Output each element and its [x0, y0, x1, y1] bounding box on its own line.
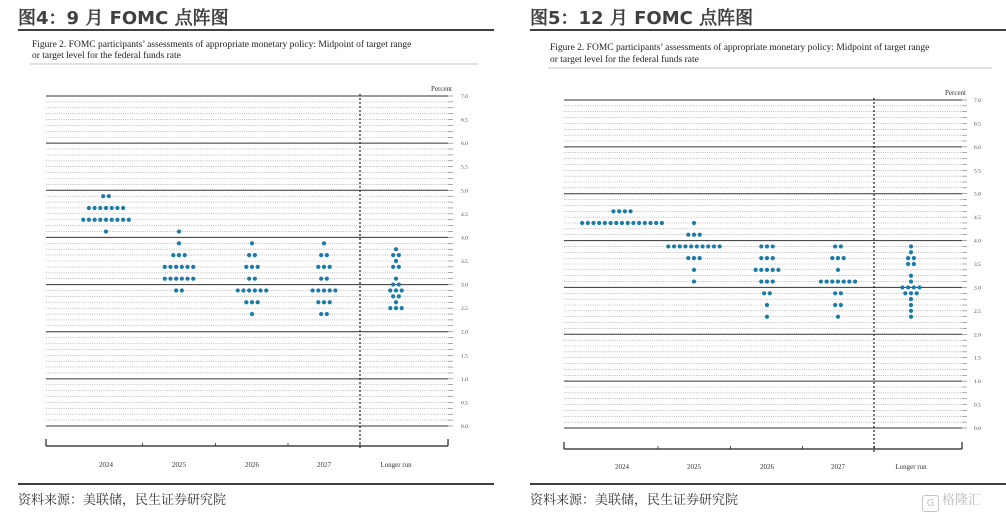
y-tick-label: 6.5 [974, 121, 981, 128]
x-category-label: 2024 [615, 463, 629, 471]
participant-dot [591, 221, 595, 225]
participant-dot [689, 244, 693, 248]
participant-dot [87, 218, 91, 222]
participant-dot [110, 206, 114, 210]
participant-dot [400, 288, 404, 292]
y-tick-label: 4.5 [974, 215, 981, 222]
y-tick-label: 1.0 [461, 376, 468, 383]
y-tick-label: 5.0 [461, 188, 468, 195]
y-tick-label: 5.0 [974, 191, 981, 198]
participant-dot [915, 291, 919, 295]
participant-dot [765, 244, 769, 248]
participant-dot [316, 288, 320, 292]
participant-dot [695, 244, 699, 248]
participant-dot [609, 221, 613, 225]
x-category-label: Longer run [380, 461, 412, 469]
participant-dot [177, 229, 181, 233]
participant-dot [104, 229, 108, 233]
participant-dot [603, 221, 607, 225]
participant-dot [771, 268, 775, 272]
participant-dot [771, 256, 775, 260]
participant-dot [247, 288, 251, 292]
participant-dot [909, 297, 913, 301]
participant-dot [171, 253, 175, 257]
participant-dot [765, 303, 769, 307]
participant-dot [620, 221, 624, 225]
participant-dot [250, 265, 254, 269]
participant-dot [839, 244, 843, 248]
participant-dot [700, 244, 704, 248]
participant-dot [115, 206, 119, 210]
participant-dot [900, 285, 904, 289]
y-axis-unit-label: Percent [945, 89, 966, 97]
y-tick-label: 6.0 [974, 144, 981, 151]
participant-dot [765, 315, 769, 319]
participant-dot [909, 303, 913, 307]
y-tick-label: 0.5 [974, 402, 981, 409]
y-tick-label: 7.0 [461, 94, 468, 100]
participant-dot [765, 268, 769, 272]
participant-dot [319, 312, 323, 316]
y-tick-label: 3.0 [974, 285, 981, 292]
participant-dot [909, 315, 913, 319]
participant-dot [391, 253, 395, 257]
participant-dot [611, 209, 615, 213]
participant-dot [819, 279, 823, 283]
participant-dot [692, 233, 696, 237]
participant-dot [678, 244, 682, 248]
participant-dot [333, 288, 337, 292]
participant-dot [319, 253, 323, 257]
x-category-label: 2027 [831, 463, 845, 471]
participant-dot [127, 218, 131, 222]
participant-dot [580, 221, 584, 225]
participant-dot [909, 291, 913, 295]
participant-dot [87, 206, 91, 210]
participant-dot [236, 288, 240, 292]
participant-dot [121, 206, 125, 210]
participant-dot [771, 244, 775, 248]
participant-dot [909, 309, 913, 313]
figure-5-source-rule [530, 483, 1006, 485]
y-tick-label: 6.5 [461, 117, 468, 124]
participant-dot [712, 244, 716, 248]
participant-dot [101, 194, 105, 198]
participant-dot [110, 218, 114, 222]
participant-dot [776, 268, 780, 272]
participant-dot [256, 300, 260, 304]
y-tick-label: 3.5 [461, 259, 468, 265]
participant-dot [174, 277, 178, 281]
participant-dot [765, 279, 769, 283]
participant-dot [121, 218, 125, 222]
participant-dot [626, 221, 630, 225]
figure-4-panel [0, 0, 500, 516]
participant-dot [836, 279, 840, 283]
x-category-label: 2026 [245, 461, 259, 469]
y-tick-label: 4.0 [974, 238, 981, 245]
participant-dot [762, 291, 766, 295]
participant-dot [328, 265, 332, 269]
participant-dot [759, 279, 763, 283]
y-tick-label: 3.5 [974, 262, 981, 268]
participant-dot [686, 256, 690, 260]
y-axis-unit-label: Percent [431, 85, 452, 93]
participant-dot [397, 282, 401, 286]
participant-dot [322, 265, 326, 269]
participant-dot [637, 221, 641, 225]
y-tick-label: 0.5 [461, 400, 468, 407]
participant-dot [328, 300, 332, 304]
participant-dot [853, 279, 857, 283]
participant-dot [833, 291, 837, 295]
participant-dot [115, 218, 119, 222]
participant-dot [253, 288, 257, 292]
participant-dot [163, 277, 167, 281]
caption-line: Figure 2. FOMC participants’ assessments of appropriate monetary policy: Midpoint of target range [32, 40, 412, 50]
participant-dot [759, 268, 763, 272]
participant-dot [586, 221, 590, 225]
participant-dot [388, 288, 392, 292]
participant-dot [168, 277, 172, 281]
participant-dot [244, 265, 248, 269]
figure-5-dot-plot [522, 0, 1006, 480]
participant-dot [250, 241, 254, 245]
participant-dot [185, 265, 189, 269]
participant-dot [771, 279, 775, 283]
participant-dot [672, 244, 676, 248]
x-category-label: 2025 [687, 463, 701, 471]
participant-dot [666, 244, 670, 248]
caption-line: or target level for the federal funds rate [550, 55, 699, 65]
y-tick-label: 0.0 [461, 424, 468, 430]
participant-dot [397, 253, 401, 257]
figure-4-source-rule [18, 483, 494, 485]
figure-4-heading: 图4：9 月 FOMC 点阵图 [18, 8, 229, 29]
participant-dot [614, 221, 618, 225]
participant-dot [394, 300, 398, 304]
participant-dot [180, 277, 184, 281]
participant-dot [906, 256, 910, 260]
participant-dot [842, 279, 846, 283]
participant-dot [400, 306, 404, 310]
participant-dot [247, 253, 251, 257]
participant-dot [107, 194, 111, 198]
participant-dot [628, 209, 632, 213]
y-tick-label: 2.0 [461, 329, 468, 336]
participant-dot [917, 285, 921, 289]
figure-5-panel [522, 0, 1006, 516]
participant-dot [391, 265, 395, 269]
participant-dot [847, 279, 851, 283]
x-category-label: 2024 [99, 461, 113, 469]
participant-dot [180, 265, 184, 269]
participant-dot [250, 312, 254, 316]
participant-dot [319, 277, 323, 281]
participant-dot [692, 279, 696, 283]
participant-dot [909, 250, 913, 254]
participant-dot [825, 279, 829, 283]
participant-dot [839, 303, 843, 307]
participant-dot [191, 277, 195, 281]
x-category-label: 2025 [172, 461, 186, 469]
participant-dot [698, 256, 702, 260]
participant-dot [322, 300, 326, 304]
participant-dot [191, 265, 195, 269]
participant-dot [683, 244, 687, 248]
participant-dot [325, 253, 329, 257]
participant-dot [264, 288, 268, 292]
participant-dot [692, 268, 696, 272]
y-tick-label: 7.0 [974, 98, 981, 104]
y-tick-label: 1.5 [461, 353, 468, 360]
participant-dot [765, 256, 769, 260]
participant-dot [253, 277, 257, 281]
participant-dot [325, 277, 329, 281]
participant-dot [768, 291, 772, 295]
participant-dot [836, 315, 840, 319]
participant-dot [185, 277, 189, 281]
y-tick-label: 4.0 [461, 235, 468, 242]
participant-dot [104, 206, 108, 210]
participant-dot [81, 218, 85, 222]
participant-dot [397, 294, 401, 298]
watermark-g-icon: G [922, 495, 939, 512]
y-tick-label: 4.5 [461, 211, 468, 218]
participant-dot [322, 241, 326, 245]
participant-dot [718, 244, 722, 248]
y-tick-label: 2.5 [461, 306, 468, 313]
participant-dot [833, 244, 837, 248]
participant-dot [322, 288, 326, 292]
participant-dot [912, 256, 916, 260]
participant-dot [833, 303, 837, 307]
watermark-text: 格隆汇 [942, 493, 982, 508]
participant-dot [906, 262, 910, 266]
participant-dot [643, 221, 647, 225]
participant-dot [706, 244, 710, 248]
participant-dot [394, 247, 398, 251]
participant-dot [98, 218, 102, 222]
participant-dot [394, 306, 398, 310]
y-tick-label: 2.5 [974, 308, 981, 315]
participant-dot [104, 218, 108, 222]
participant-dot [394, 288, 398, 292]
y-tick-label: 5.5 [461, 164, 468, 171]
participant-dot [394, 277, 398, 281]
y-tick-label: 3.0 [461, 282, 468, 289]
participant-dot [842, 256, 846, 260]
participant-dot [597, 221, 601, 225]
participant-dot [316, 300, 320, 304]
participant-dot [177, 241, 181, 245]
participant-dot [909, 244, 913, 248]
participant-dot [316, 265, 320, 269]
participant-dot [174, 265, 178, 269]
participant-dot [692, 221, 696, 225]
participant-dot [631, 221, 635, 225]
participant-dot [247, 277, 251, 281]
participant-dot [168, 265, 172, 269]
participant-dot [912, 285, 916, 289]
y-tick-label: 0.0 [974, 426, 981, 432]
participant-dot [325, 312, 329, 316]
participant-dot [253, 253, 257, 257]
participant-dot [311, 288, 315, 292]
watermark-logo [922, 489, 981, 512]
participant-dot [388, 306, 392, 310]
caption-line: Figure 2. FOMC participants’ assessments of appropriate monetary policy: Midpoint of target range [550, 43, 930, 53]
participant-dot [623, 209, 627, 213]
y-tick-label: 1.5 [974, 355, 981, 362]
participant-dot [241, 288, 245, 292]
x-category-label: Longer run [895, 463, 927, 471]
y-tick-label: 5.5 [974, 168, 981, 175]
participant-dot [163, 265, 167, 269]
participant-dot [912, 262, 916, 266]
y-tick-label: 1.0 [974, 379, 981, 386]
participant-dot [692, 256, 696, 260]
participant-dot [180, 288, 184, 292]
participant-dot [328, 288, 332, 292]
participant-dot [830, 279, 834, 283]
y-tick-label: 6.0 [461, 141, 468, 148]
figure-4-dot-plot [0, 0, 500, 480]
y-tick-label: 2.0 [974, 332, 981, 339]
figure-5-source: 资料来源：美联储，民生证券研究院 [530, 493, 739, 508]
participant-dot [759, 256, 763, 260]
x-category-label: 2027 [317, 461, 331, 469]
participant-dot [391, 282, 395, 286]
figure-5-heading: 图5：12 月 FOMC 点阵图 [530, 8, 754, 29]
participant-dot [394, 259, 398, 263]
participant-dot [830, 256, 834, 260]
participant-dot [906, 285, 910, 289]
x-category-label: 2026 [760, 463, 774, 471]
caption-line: or target level for the federal funds rate [32, 51, 181, 61]
participant-dot [660, 221, 664, 225]
participant-dot [686, 233, 690, 237]
participant-dot [397, 265, 401, 269]
participant-dot [839, 291, 843, 295]
participant-dot [93, 218, 97, 222]
participant-dot [617, 209, 621, 213]
participant-dot [759, 244, 763, 248]
participant-dot [93, 206, 97, 210]
participant-dot [909, 274, 913, 278]
participant-dot [909, 279, 913, 283]
participant-dot [183, 253, 187, 257]
participant-dot [250, 300, 254, 304]
participant-dot [836, 256, 840, 260]
participant-dot [98, 206, 102, 210]
participant-dot [391, 294, 395, 298]
participant-dot [177, 253, 181, 257]
participant-dot [256, 265, 260, 269]
participant-dot [698, 233, 702, 237]
participant-dot [174, 288, 178, 292]
participant-dot [903, 291, 907, 295]
participant-dot [754, 268, 758, 272]
participant-dot [244, 300, 248, 304]
participant-dot [654, 221, 658, 225]
participant-dot [258, 288, 262, 292]
participant-dot [648, 221, 652, 225]
participant-dot [836, 268, 840, 272]
figure-4-source: 资料来源：美联储，民生证券研究院 [18, 493, 227, 508]
